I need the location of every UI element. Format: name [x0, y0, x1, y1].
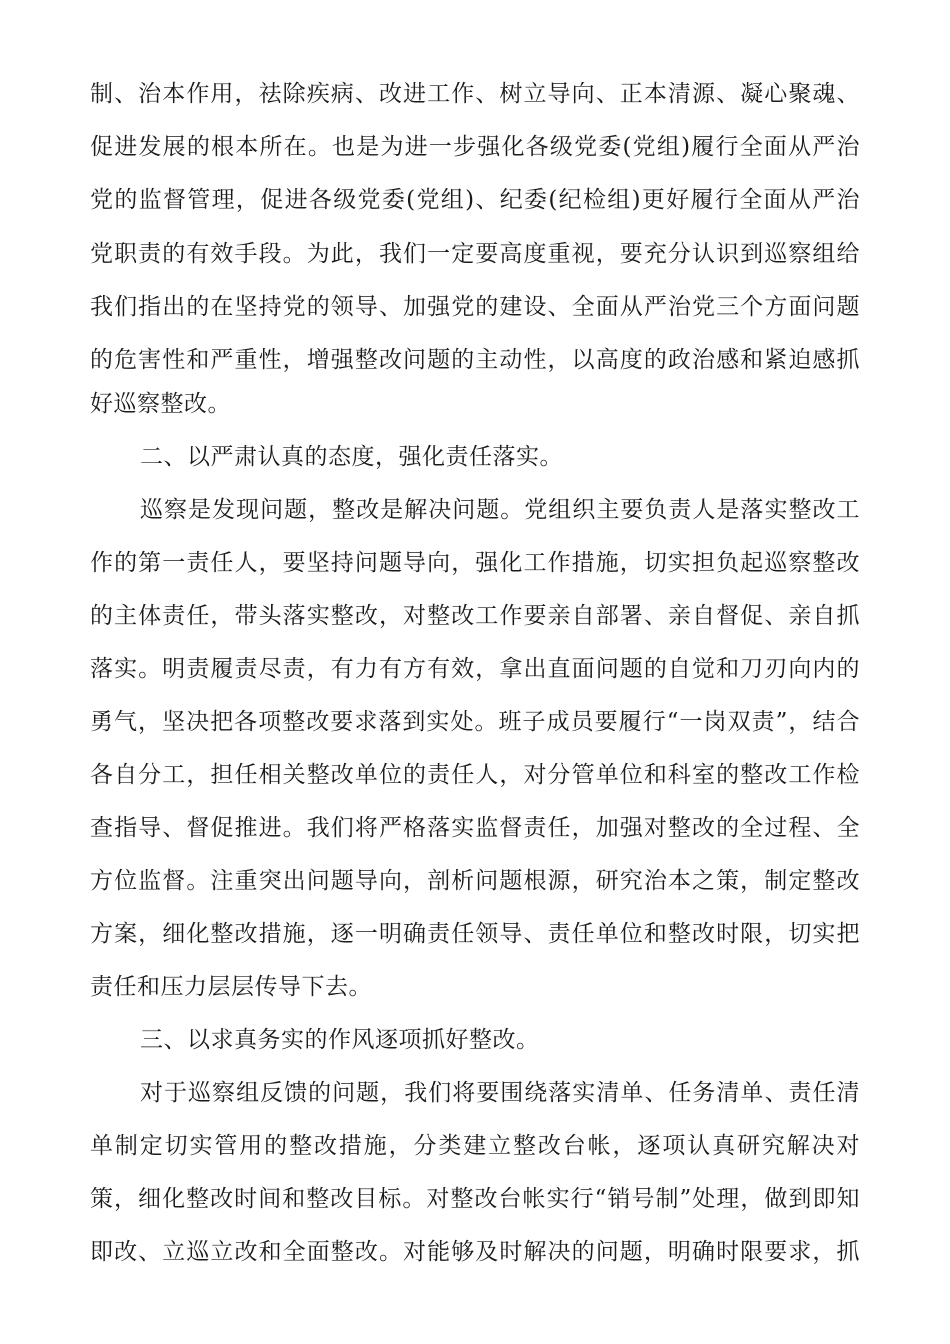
text-line: 勇气，坚决把各项整改要求落到实处。班子成员要履行“一岗双责”，结合 [90, 709, 860, 735]
text-line: 即改、立巡立改和全面整改。对能够及时解决的问题，明确时限要求，抓 [90, 1239, 860, 1265]
text-line: 方位监督。注重突出问题导向，剖析问题根源，研究治本之策，制定整改 [90, 868, 860, 894]
text-line: 制、治本作用，祛除疾病、改进工作、树立导向、正本清源、凝心聚魂、 [90, 81, 860, 107]
text-line: 我们指出的在坚持党的领导、加强党的建设、全面从严治党三个方面问题 [90, 294, 860, 320]
text-line: 作的第一责任人，要坚持问题导向，强化工作措施，切实担负起巡察整改 [90, 550, 860, 576]
text-line: 策，细化整改时间和整改目标。对整改台帐实行“销号制”处理，做到即知 [90, 1186, 860, 1212]
text-line: 查指导、督促推进。我们将严格落实监督责任，加强对整改的全过程、全 [90, 815, 860, 841]
text-line: 落实。明责履责尽责，有力有方有效，拿出直面问题的自觉和刀刃向内的 [90, 656, 860, 682]
text-line: 方案，细化整改措施，逐一明确责任领导、责任单位和整改时限，切实把 [90, 921, 860, 947]
text-line: 单制定切实管用的整改措施，分类建立整改台帐，逐项认真研究解决对 [90, 1133, 860, 1159]
text-line: 党职责的有效手段。为此，我们一定要高度重视，要充分认识到巡察组给 [90, 241, 860, 267]
text-line: 好巡察整改。 [90, 391, 231, 417]
section-heading: 二、以严肃认真的态度，强化责任落实。 [140, 444, 563, 470]
text-line: 的危害性和严重性，增强整改问题的主动性，以高度的政治感和紧迫感抓 [90, 347, 860, 373]
text-line: 责任和压力层层传导下去。 [90, 974, 372, 1000]
text-line: 各自分工，担任相关整改单位的责任人，对分管单位和科室的整改工作检 [90, 762, 860, 788]
section-heading: 三、以求真务实的作风逐项抓好整改。 [140, 1027, 540, 1053]
text-line: 促进发展的根本所在。也是为进一步强化各级党委(党组)履行全面从严治 [90, 134, 860, 160]
text-line: 巡察是发现问题，整改是解决问题。党组织主要负责人是落实整改工 [140, 497, 860, 523]
text-line: 的主体责任，带头落实整改，对整改工作要亲自部署、亲自督促、亲自抓 [90, 603, 860, 629]
text-line: 对于巡察组反馈的问题，我们将要围绕落实清单、任务清单、责任清 [140, 1080, 860, 1106]
text-line: 党的监督管理，促进各级党委(党组)、纪委(纪检组)更好履行全面从严治 [90, 187, 860, 213]
